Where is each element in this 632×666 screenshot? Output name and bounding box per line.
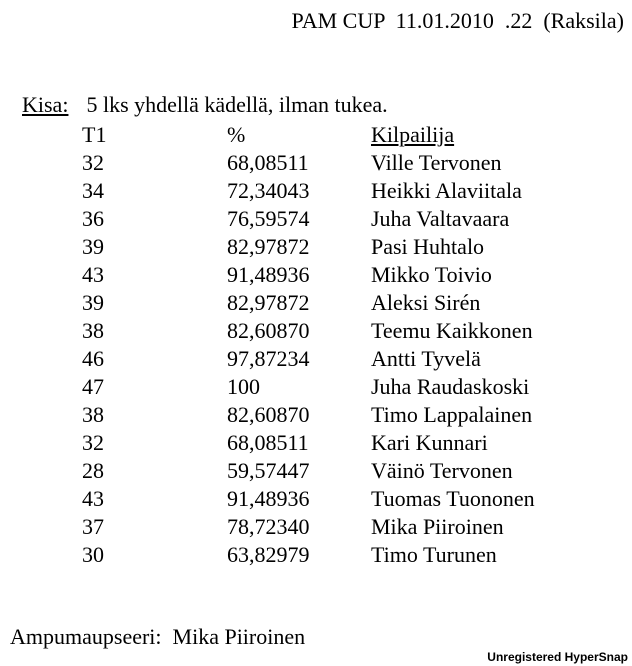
table-row	[82, 401, 535, 429]
cell-competitor: Aleksi Sirén	[371, 290, 481, 315]
table-header-row	[82, 121, 535, 149]
cell-competitor: Ville Tervonen	[371, 150, 502, 175]
table-row	[82, 149, 535, 177]
cell-percent: 82,97872	[227, 234, 310, 259]
cell-competitor: Tuomas Tuononen	[371, 486, 535, 511]
table-row	[82, 345, 535, 373]
cell-score: 43	[82, 486, 104, 511]
table-row	[82, 233, 535, 261]
cell-percent: 91,48936	[227, 262, 310, 287]
cell-competitor: Heikki Alaviitala	[371, 178, 522, 203]
table-row	[82, 261, 535, 289]
table-row	[82, 317, 535, 345]
cell-percent: 68,08511	[227, 150, 309, 175]
cell-percent: 82,97872	[227, 290, 310, 315]
cell-score: 32	[82, 150, 104, 175]
cell-percent: 59,57447	[227, 458, 310, 483]
cell-score: 30	[82, 542, 104, 567]
cell-percent: 68,08511	[227, 430, 309, 455]
event-line	[11, 66, 388, 118]
column-header-competitor: Kilpailija	[371, 122, 455, 147]
cell-score: 36	[82, 206, 104, 231]
cell-score: 46	[82, 346, 104, 371]
table-row	[82, 373, 535, 401]
table-row	[82, 513, 535, 541]
table-row	[82, 485, 535, 513]
cell-competitor: Mikko Toivio	[371, 262, 492, 287]
column-header-percent: %	[227, 122, 246, 147]
cell-competitor: Kari Kunnari	[371, 430, 488, 455]
cell-competitor: Antti Tyvelä	[371, 346, 481, 371]
cell-score: 43	[82, 262, 104, 287]
cell-score: 32	[82, 430, 104, 455]
cell-score: 38	[82, 402, 104, 427]
document-title: PAM CUP 11.01.2010 .22 (Raksila)	[291, 8, 624, 33]
cell-percent: 72,34043	[227, 178, 310, 203]
table-row	[82, 457, 535, 485]
cell-percent: 78,72340	[227, 514, 310, 539]
cell-competitor: Väinö Tervonen	[371, 458, 513, 483]
cell-competitor: Mika Piiroinen	[371, 514, 504, 539]
column-header-score: T1	[82, 122, 107, 147]
table-body	[82, 149, 535, 569]
cell-score: 39	[82, 234, 104, 259]
cell-score: 47	[82, 374, 104, 399]
cell-competitor: Juha Valtavaara	[371, 206, 510, 231]
table-row	[82, 429, 535, 457]
event-label: Kisa:	[22, 92, 69, 117]
cell-percent: 97,87234	[227, 346, 310, 371]
event-description: 5 lks yhdellä kädellä, ilman tukea.	[86, 92, 388, 117]
cell-competitor: Juha Raudaskoski	[371, 374, 530, 399]
results-table	[82, 121, 535, 569]
cell-percent: 82,60870	[227, 318, 310, 343]
range-officer-line: Ampumaupseeri: Mika Piiroinen	[10, 624, 306, 649]
cell-percent: 100	[227, 374, 260, 399]
cell-competitor: Timo Turunen	[371, 542, 497, 567]
cell-score: 34	[82, 178, 104, 203]
cell-competitor: Pasi Huhtalo	[371, 234, 485, 259]
cell-percent: 63,82979	[227, 542, 310, 567]
cell-score: 38	[82, 318, 104, 343]
cell-percent: 76,59574	[227, 206, 310, 231]
cell-percent: 91,48936	[227, 486, 310, 511]
table-row	[82, 177, 535, 205]
cell-score: 37	[82, 514, 104, 539]
cell-score: 28	[82, 458, 104, 483]
cell-score: 39	[82, 290, 104, 315]
watermark: Unregistered HyperSnap	[487, 650, 628, 664]
table-row	[82, 289, 535, 317]
cell-competitor: Timo Lappalainen	[371, 402, 533, 427]
table-row	[82, 205, 535, 233]
cell-percent: 82,60870	[227, 402, 310, 427]
cell-competitor: Teemu Kaikkonen	[371, 318, 533, 343]
table-row	[82, 541, 535, 569]
